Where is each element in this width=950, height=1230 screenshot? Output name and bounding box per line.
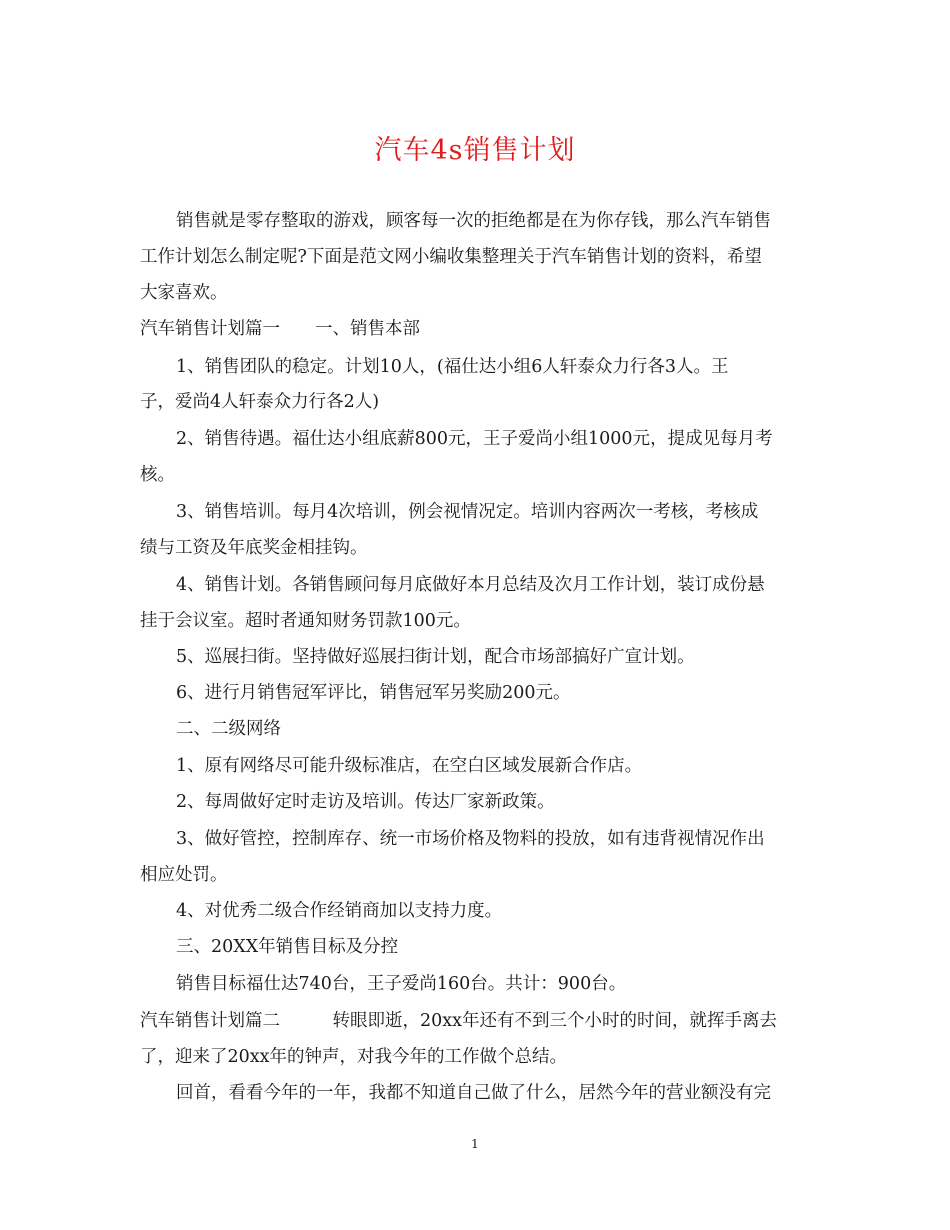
paragraph-line: 销售就是零存整取的游戏，顾客每一次的拒绝都是在为你存钱，那么汽车销售 bbox=[176, 211, 771, 231]
paragraph-line: 2、销售待遇。福仕达小组底薪800元，王子爱尚小组1000元，提成见每月考 bbox=[176, 429, 773, 449]
paragraph-line: 了，迎来了20xx年的钟声，对我今年的工作做个总结。 bbox=[140, 1047, 568, 1067]
section-heading: 三、20XX年销售目标及分控 bbox=[176, 937, 399, 957]
page-number: 1 bbox=[471, 1137, 479, 1151]
paragraph-line: 大家喜欢。 bbox=[140, 283, 228, 303]
section-heading: 汽车销售计划篇一 一、销售本部 bbox=[140, 319, 420, 339]
paragraph-line: 3、销售培训。每月4次培训，例会视情况定。培训内容两次一考核，考核成 bbox=[176, 502, 759, 522]
paragraph-line: 3、做好管控，控制库存、统一市场价格及物料的投放，如有违背视情况作出 bbox=[176, 829, 765, 849]
paragraph-line: 核。 bbox=[140, 465, 175, 485]
paragraph-line: 5、巡展扫街。坚持做好巡展扫街计划，配合市场部搞好广宣计划。 bbox=[176, 647, 695, 667]
paragraph-line: 挂于会议室。超时者通知财务罚款100元。 bbox=[140, 611, 471, 631]
paragraph-line: 1、销售团队的稳定。计划10人，(福仕达小组6人轩泰众力行各3人。王 bbox=[176, 357, 729, 377]
paragraph-line: 子，爱尚4人轩泰众力行各2人) bbox=[140, 392, 380, 412]
paragraph-line: 工作计划怎么制定呢?下面是范文网小编收集整理关于汽车销售计划的资料，希望 bbox=[140, 247, 762, 267]
paragraph-line: 回首，看看今年的一年，我都不知道自己做了什么，居然今年的营业额没有完 bbox=[176, 1083, 771, 1103]
paragraph-line: 4、对优秀二级合作经销商加以支持力度。 bbox=[176, 901, 503, 921]
paragraph-line: 4、销售计划。各销售顾问每月底做好本月总结及次月工作计划，装订成份悬 bbox=[176, 575, 765, 595]
paragraph-line: 相应处罚。 bbox=[140, 865, 228, 885]
document-title: 汽车4s销售计划 bbox=[374, 135, 576, 166]
paragraph-line: 销售目标福仕达740台，王子爱尚160台。共计：900台。 bbox=[176, 974, 627, 994]
section-heading: 汽车销售计划篇二 转眼即逝，20xx年还有不到三个小时的时间，就挥手离去 bbox=[140, 1011, 778, 1031]
paragraph-line: 1、原有网络尽可能升级标准店，在空白区域发展新合作店。 bbox=[176, 756, 643, 776]
section-heading: 二、二级网络 bbox=[176, 719, 281, 739]
paragraph-line: 绩与工资及年底奖金相挂钩。 bbox=[140, 538, 368, 558]
paragraph-line: 2、每周做好定时走访及培训。传达厂家新政策。 bbox=[176, 792, 555, 812]
paragraph-line: 6、进行月销售冠军评比，销售冠军另奖励200元。 bbox=[176, 683, 571, 703]
